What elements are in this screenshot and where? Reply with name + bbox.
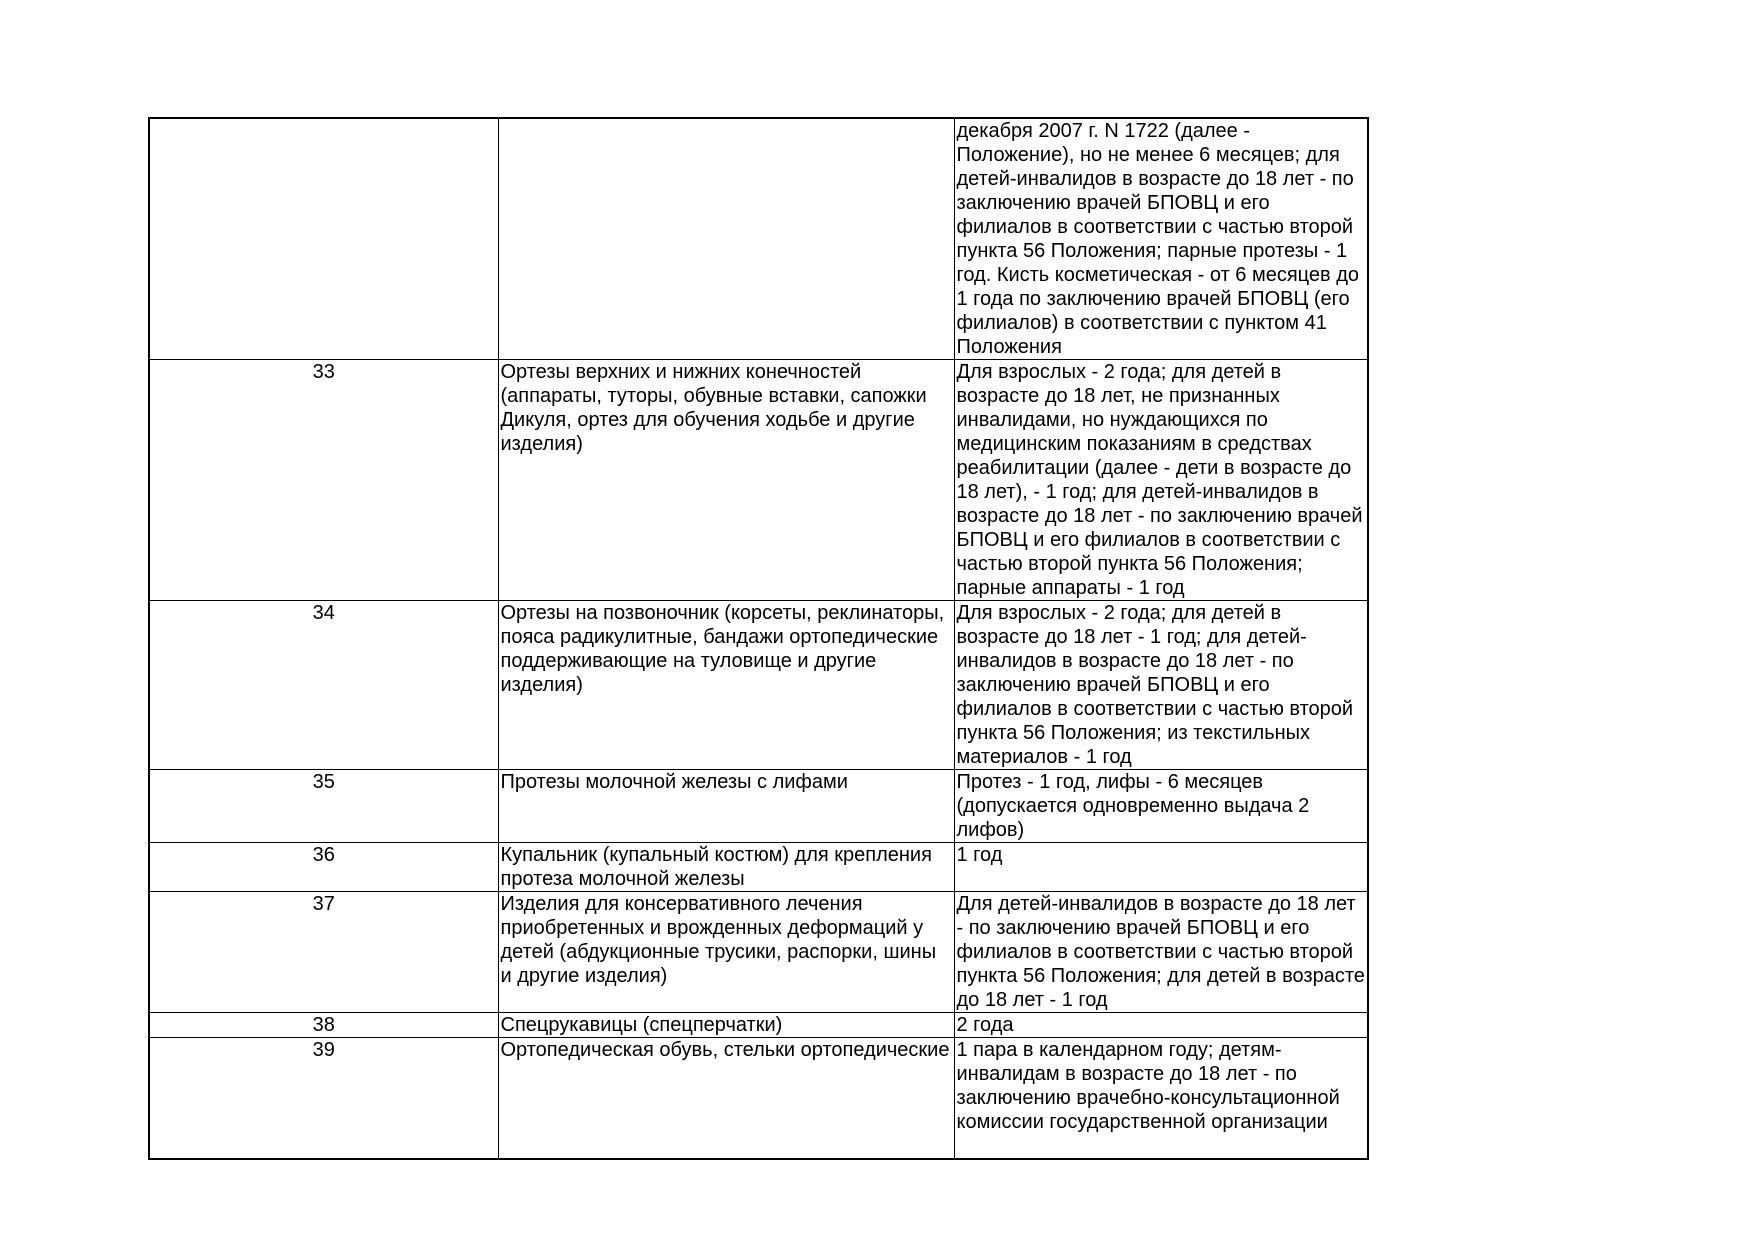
row-number-cell: 38 — [149, 1013, 498, 1038]
table-row — [149, 601, 1368, 770]
table-row — [149, 360, 1368, 601]
item-name-cell: Ортезы на позвоночник (корсеты, реклинаторы, пояса радикулитные, бандажи ортопедические поддерживающие на туловище и другие изделия) — [498, 601, 954, 770]
row-number-cell — [149, 118, 498, 360]
row-number-cell: 35 — [149, 770, 498, 843]
term-cell: декабря 2007 г. N 1722 (далее - Положение), но не менее 6 месяцев; для детей-инвалидов в возрасте до 18 лет - по заключению врачей БПОВЦ и его филиалов в соответствии с частью второй пункта 56 Положения; парные протезы - 1 год. Кисть косметическая - от 6 месяцев до 1 года по заключению врачей БПОВЦ (его филиалов) в соответствии с пунктом 41 Положения — [954, 118, 1368, 360]
row-number-cell: 39 — [149, 1038, 498, 1160]
table-row — [149, 1013, 1368, 1038]
table-row — [149, 770, 1368, 843]
term-cell: Для взрослых - 2 года; для детей в возрасте до 18 лет - 1 год; для детей-инвалидов в возрасте до 18 лет - по заключению врачей БПОВЦ и его филиалов в соответствии с частью второй пункта 56 Положения; из текстильных материалов - 1 год — [954, 601, 1368, 770]
term-cell: Для детей-инвалидов в возрасте до 18 лет - по заключению врачей БПОВЦ и его филиалов в соответствии с частью второй пункта 56 Положения; для детей в возрасте до 18 лет - 1 год — [954, 892, 1368, 1013]
table-row — [149, 118, 1368, 360]
item-name-cell: Купальник (купальный костюм) для крепления протеза молочной железы — [498, 843, 954, 892]
term-cell: 2 года — [954, 1013, 1368, 1038]
row-number-cell: 33 — [149, 360, 498, 601]
item-name-cell: Ортезы верхних и нижних конечностей (аппараты, туторы, обувные вставки, сапожки Дикуля, ортез для обучения ходьбе и другие изделия) — [498, 360, 954, 601]
row-number-cell: 36 — [149, 843, 498, 892]
row-number-cell: 37 — [149, 892, 498, 1013]
term-cell: 1 пара в календарном году; детям-инвалидам в возрасте до 18 лет - по заключению врачебно-консультационной комиссии государственной организации — [954, 1038, 1368, 1160]
term-cell: 1 год — [954, 843, 1368, 892]
item-name-cell: Ортопедическая обувь, стельки ортопедические — [498, 1038, 954, 1160]
table-row — [149, 1038, 1368, 1160]
item-name-cell: Изделия для консервативного лечения приобретенных и врожденных деформаций у детей (абдукционные трусики, распорки, шины и другие изделия) — [498, 892, 954, 1013]
table-row — [149, 843, 1368, 892]
document-table — [148, 117, 1369, 1160]
term-cell: Для взрослых - 2 года; для детей в возрасте до 18 лет, не признанных инвалидами, но нуждающихся по медицинским показаниям в средствах реабилитации (далее - дети в возрасте до 18 лет), - 1 год; для детей-инвалидов в возрасте до 18 лет - по заключению врачей БПОВЦ и его филиалов в соответствии с частью второй пункта 56 Положения; парные аппараты - 1 год — [954, 360, 1368, 601]
item-name-cell: Протезы молочной железы с лифами — [498, 770, 954, 843]
term-cell: Протез - 1 год, лифы - 6 месяцев (допускается одновременно выдача 2 лифов) — [954, 770, 1368, 843]
item-name-cell: Спецрукавицы (спецперчатки) — [498, 1013, 954, 1038]
table-row — [149, 892, 1368, 1013]
item-name-cell — [498, 118, 954, 360]
row-number-cell: 34 — [149, 601, 498, 770]
